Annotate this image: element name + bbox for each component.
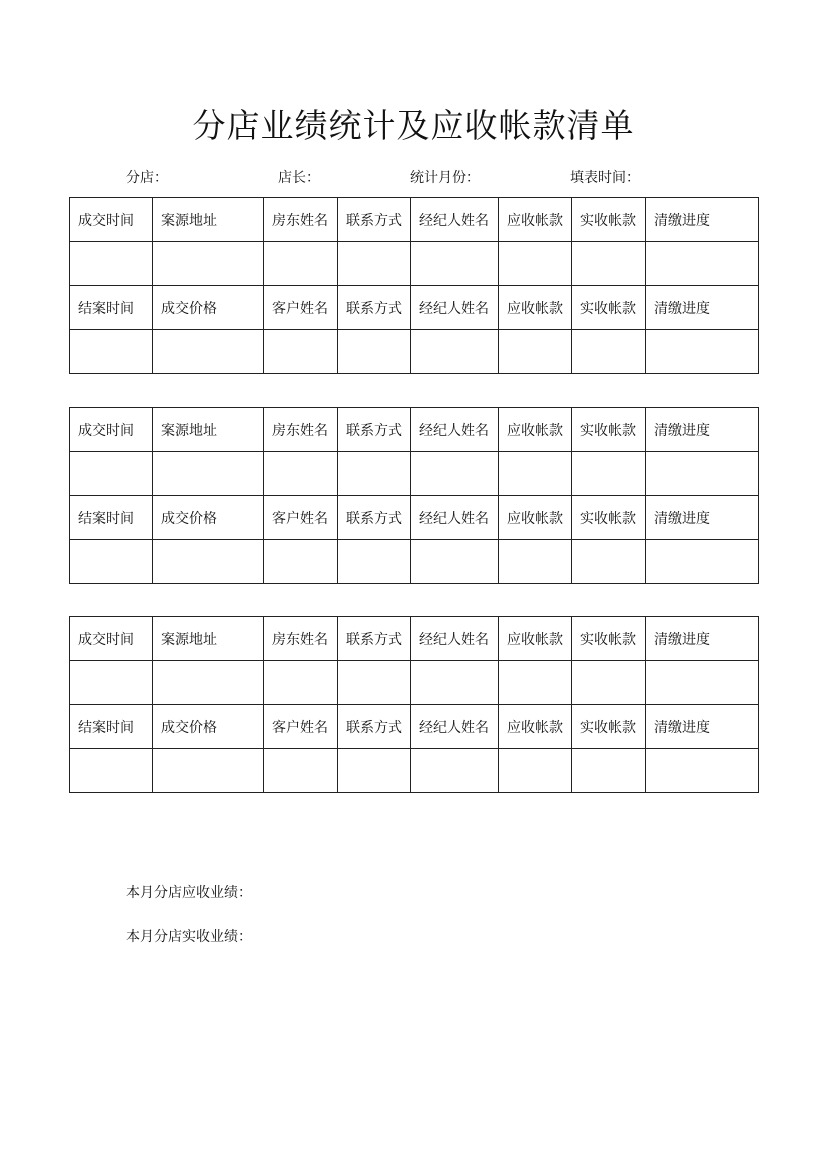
header-cell: 联系方式 [338, 408, 411, 452]
header-cell: 成交时间 [70, 198, 153, 242]
deal-input-row [70, 242, 759, 286]
header-cell: 成交时间 [70, 408, 153, 452]
record-table-1 [69, 197, 759, 374]
close-header-row [70, 286, 759, 330]
month-label: 统计月份： [410, 170, 480, 186]
input-cell[interactable] [338, 452, 411, 496]
input-cell[interactable] [646, 540, 759, 584]
deal-input-row [70, 452, 759, 496]
input-cell[interactable] [338, 661, 411, 705]
input-cell[interactable] [153, 749, 264, 793]
header-cell: 经纪人姓名 [411, 408, 499, 452]
input-cell[interactable] [338, 749, 411, 793]
input-cell[interactable] [411, 452, 499, 496]
header-cell: 应收帐款 [499, 617, 572, 661]
input-cell[interactable] [264, 452, 338, 496]
header-cell: 结案时间 [70, 705, 153, 749]
input-cell[interactable] [646, 452, 759, 496]
input-cell[interactable] [153, 242, 264, 286]
header-cell: 联系方式 [338, 496, 411, 540]
input-cell[interactable] [338, 330, 411, 374]
input-cell[interactable] [499, 749, 572, 793]
header-cell: 应收帐款 [499, 705, 572, 749]
input-cell[interactable] [646, 330, 759, 374]
header-cell: 客户姓名 [264, 286, 338, 330]
input-cell[interactable] [70, 540, 153, 584]
input-cell[interactable] [572, 749, 646, 793]
header-cell: 房东姓名 [264, 198, 338, 242]
input-cell[interactable] [264, 330, 338, 374]
close-header-row [70, 705, 759, 749]
deal-header-row [70, 408, 759, 452]
input-cell[interactable] [264, 242, 338, 286]
header-cell: 清缴进度 [646, 496, 759, 540]
header-cell: 案源地址 [153, 617, 264, 661]
input-cell[interactable] [499, 452, 572, 496]
input-cell[interactable] [572, 452, 646, 496]
header-cell: 应收帐款 [499, 408, 572, 452]
header-cell: 应收帐款 [499, 198, 572, 242]
header-cell: 清缴进度 [646, 617, 759, 661]
header-cell: 清缴进度 [646, 286, 759, 330]
header-cell: 应收帐款 [499, 496, 572, 540]
header-cell: 客户姓名 [264, 496, 338, 540]
header-cell: 实收帐款 [572, 286, 646, 330]
header-cell: 联系方式 [338, 617, 411, 661]
input-cell[interactable] [153, 330, 264, 374]
input-cell[interactable] [153, 540, 264, 584]
input-cell[interactable] [499, 540, 572, 584]
header-cell: 案源地址 [153, 198, 264, 242]
header-cell: 实收帐款 [572, 496, 646, 540]
input-cell[interactable] [499, 661, 572, 705]
header-cell: 经纪人姓名 [411, 705, 499, 749]
header-cell: 成交价格 [153, 286, 264, 330]
header-cell: 结案时间 [70, 286, 153, 330]
monthly-receivable-label: 本月分店应收业绩： [126, 885, 252, 901]
header-cell: 成交时间 [70, 617, 153, 661]
header-cell: 结案时间 [70, 496, 153, 540]
input-cell[interactable] [411, 242, 499, 286]
header-cell: 联系方式 [338, 286, 411, 330]
input-cell[interactable] [338, 540, 411, 584]
header-cell: 实收帐款 [572, 198, 646, 242]
header-cell: 应收帐款 [499, 286, 572, 330]
header-cell: 实收帐款 [572, 617, 646, 661]
header-cell: 经纪人姓名 [411, 617, 499, 661]
record-table-3 [69, 616, 759, 793]
header-cell: 客户姓名 [264, 705, 338, 749]
deal-header-row [70, 198, 759, 242]
close-header-row [70, 496, 759, 540]
input-cell[interactable] [411, 661, 499, 705]
header-cell: 实收帐款 [572, 408, 646, 452]
monthly-received-label: 本月分店实收业绩： [126, 929, 252, 945]
input-cell[interactable] [153, 661, 264, 705]
input-cell[interactable] [264, 540, 338, 584]
input-cell[interactable] [411, 540, 499, 584]
header-cell: 清缴进度 [646, 705, 759, 749]
input-cell[interactable] [646, 661, 759, 705]
input-cell[interactable] [572, 242, 646, 286]
filled-time-label: 填表时间： [570, 170, 640, 186]
close-input-row [70, 330, 759, 374]
input-cell[interactable] [264, 661, 338, 705]
header-cell: 实收帐款 [572, 705, 646, 749]
header-cell: 清缴进度 [646, 408, 759, 452]
input-cell[interactable] [646, 749, 759, 793]
header-cell: 联系方式 [338, 198, 411, 242]
input-cell[interactable] [572, 661, 646, 705]
input-cell[interactable] [70, 661, 153, 705]
input-cell[interactable] [70, 330, 153, 374]
input-cell[interactable] [499, 330, 572, 374]
header-cell: 案源地址 [153, 408, 264, 452]
header-cell: 清缴进度 [646, 198, 759, 242]
input-cell[interactable] [411, 749, 499, 793]
header-cell: 成交价格 [153, 496, 264, 540]
header-cell: 成交价格 [153, 705, 264, 749]
input-cell[interactable] [411, 330, 499, 374]
close-input-row [70, 540, 759, 584]
header-cell: 经纪人姓名 [411, 198, 499, 242]
input-cell[interactable] [153, 452, 264, 496]
header-cell: 经纪人姓名 [411, 286, 499, 330]
input-cell[interactable] [646, 242, 759, 286]
header-cell: 联系方式 [338, 705, 411, 749]
deal-header-row [70, 617, 759, 661]
header-cell: 房东姓名 [264, 408, 338, 452]
header-cell: 房东姓名 [264, 617, 338, 661]
input-cell[interactable] [264, 749, 338, 793]
deal-input-row [70, 661, 759, 705]
branch-label: 分店： [126, 170, 168, 186]
input-cell[interactable] [70, 749, 153, 793]
input-cell[interactable] [338, 242, 411, 286]
close-input-row [70, 749, 759, 793]
input-cell[interactable] [572, 540, 646, 584]
manager-label: 店长： [278, 170, 320, 186]
input-cell[interactable] [70, 452, 153, 496]
record-table-2 [69, 407, 759, 584]
input-cell[interactable] [70, 242, 153, 286]
input-cell[interactable] [572, 330, 646, 374]
header-cell: 经纪人姓名 [411, 496, 499, 540]
page-title: 分店业绩统计及应收帐款清单 [192, 106, 635, 145]
input-cell[interactable] [499, 242, 572, 286]
